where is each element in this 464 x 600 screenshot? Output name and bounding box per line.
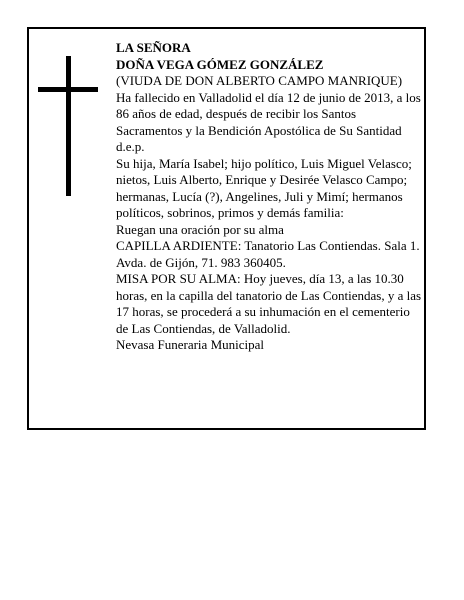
death-announcement: Ha fallecido en Valladolid el día 12 de junio de 2013, a los 86 años de edad, después de recibir los Santos Sacramentos y la Bendición Apostólica de Su Santidad <box>116 89 421 138</box>
cross-vertical-bar <box>66 56 71 196</box>
chapel-info: CAPILLA ARDIENTE: Tanatorio Las Contiendas. Sala 1. Avda. de Gijón, 71. 983 360405. <box>116 238 420 270</box>
cross-horizontal-bar <box>38 87 98 92</box>
obituary-text <box>116 40 422 354</box>
dep-line: d.e.p. <box>116 139 145 154</box>
prayer-request: Ruegan una oración por su alma <box>116 221 284 237</box>
latin-cross-icon <box>38 56 98 196</box>
family-list: Su hija, María Isabel; hijo político, Luis Miguel Velasco; nietos, Luis Alberto, Enrique y Desirée Velasco Campo; hermanas, Lucía (?), Angelines, Juli y Mimí; hermanos políticos, sobrinos, primos y demás familia: <box>116 155 412 220</box>
notice-heading: LA SEÑORA <box>116 40 191 55</box>
deceased-name: DOÑA VEGA GÓMEZ GONZÁLEZ <box>116 56 324 72</box>
funeral-home: Nevasa Funeraria Municipal <box>116 337 265 352</box>
widow-line: (VIUDA DE DON ALBERTO CAMPO MANRIQUE) <box>116 73 403 88</box>
mass-info: MISA POR SU ALMA: Hoy jueves, día 13, a las 10.30 horas, en la capilla del tanatorio de Las Contiendas, y a las 17 horas, se procederá a su inhumación en el cementerio de Las Contiendas, de Valladolid. <box>116 271 422 336</box>
